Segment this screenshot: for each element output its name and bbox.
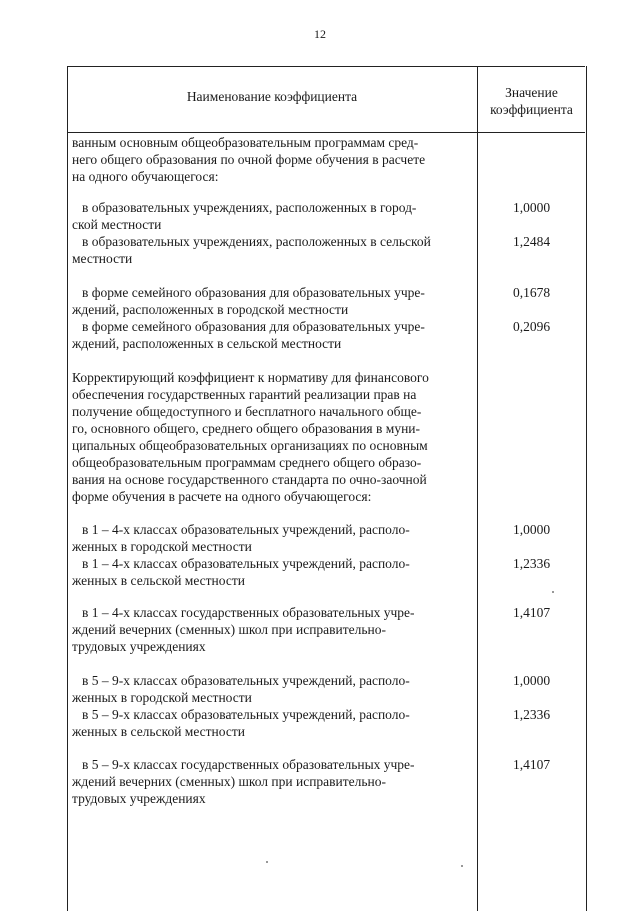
scan-speck — [266, 861, 268, 863]
text-line: ждений, расположенных в сельской местности — [72, 336, 342, 351]
table-row-value: 0,2096 — [512, 319, 551, 334]
text-line: ждений, расположенных в городской местности — [72, 302, 349, 317]
text-line: в форме семейного образования для образовательных учре- — [82, 319, 425, 334]
text-line: го, основного общего, среднего общего образования в муни- — [72, 421, 421, 436]
table-row-value: 1,2336 — [512, 707, 551, 722]
table-row-name — [72, 604, 476, 655]
table-row-name — [72, 521, 476, 555]
table-row-name — [72, 555, 476, 589]
text-line: в 1 – 4-х классах образовательных учреждений, располо- — [82, 522, 410, 537]
text-line: него общего образования по очной форме обучения в расчете — [72, 152, 426, 167]
table-row-value: 1,2336 — [512, 556, 551, 571]
text-line: в образовательных учреждениях, расположенных в город- — [82, 200, 417, 215]
text-line: трудовых учреждениях — [72, 791, 206, 806]
text-line: ждений вечерних (сменных) школ при исправительно- — [72, 774, 387, 789]
text-line: ждений вечерних (сменных) школ при исправительно- — [72, 622, 387, 637]
table-row-value: 1,2484 — [512, 234, 551, 249]
text-line: в 1 – 4-х классах образовательных учреждений, располо- — [82, 556, 410, 571]
text-line: в 5 – 9-х классах образовательных учреждений, располо- — [82, 673, 410, 688]
header-value-line: Значение — [505, 85, 558, 100]
table-row-value: 1,4107 — [512, 757, 551, 772]
text-line: ванным основным общеобразовательным программам сред- — [72, 135, 419, 150]
text-line: вания на основе государственного стандарта по очно-заочной — [72, 472, 427, 487]
text-line: Корректирующий коэффициент к нормативу для финансового — [72, 370, 429, 385]
text-line: в 1 – 4-х классах государственных образовательных учре- — [82, 605, 415, 620]
table-row-name — [72, 233, 476, 267]
text-line: получение общедоступного и бесплатного начального обще- — [72, 404, 422, 419]
table-row-value: 1,0000 — [512, 673, 551, 688]
table-row-name — [72, 284, 476, 318]
table-row-value: 1,0000 — [512, 200, 551, 215]
table-row-name — [72, 672, 476, 706]
page-number: 12 — [314, 27, 326, 41]
text-line: в 5 – 9-х классах образовательных учреждений, располо- — [82, 707, 410, 722]
text-line: в образовательных учреждениях, расположенных в сельской — [82, 234, 431, 249]
section-paragraph — [72, 369, 476, 505]
intro-paragraph — [72, 134, 476, 185]
text-line: общеобразовательным программам среднего общего образо- — [72, 455, 422, 470]
header-value-line: коэффициента — [490, 102, 573, 117]
table-row-value: 0,1678 — [512, 285, 551, 300]
text-line: трудовых учреждениях — [72, 639, 206, 654]
scan-speck — [461, 865, 463, 867]
text-line: женных в городской местности — [72, 690, 252, 705]
table-row-name — [72, 756, 476, 807]
table-row-name — [72, 706, 476, 740]
table-row-value: 1,4107 — [512, 605, 551, 620]
scan-speck — [552, 591, 554, 593]
table-row-name — [72, 199, 476, 233]
text-line: обеспечения государственных гарантий реализации прав на — [72, 387, 417, 402]
text-line: местности — [72, 251, 133, 266]
text-line: форме обучения в расчете на одного обучающегося: — [72, 489, 372, 504]
table-row-name — [72, 318, 476, 352]
text-line: ской местности — [72, 217, 162, 232]
column-divider — [477, 66, 478, 911]
table-row-value: 1,0000 — [512, 522, 551, 537]
text-line: на одного обучающегося: — [72, 169, 219, 184]
header-coefficient-name: Наименование коэффициента — [186, 89, 358, 104]
text-line: ципальных общеобразовательных организациях по основным — [72, 438, 428, 453]
header-coefficient-value — [478, 84, 585, 118]
text-line: женных в городской местности — [72, 539, 252, 554]
text-line: в 5 – 9-х классах государственных образовательных учре- — [82, 757, 415, 772]
text-line: в форме семейного образования для образовательных учре- — [82, 285, 425, 300]
text-line: женных в сельской местности — [72, 573, 245, 588]
text-line: женных в сельской местности — [72, 724, 245, 739]
